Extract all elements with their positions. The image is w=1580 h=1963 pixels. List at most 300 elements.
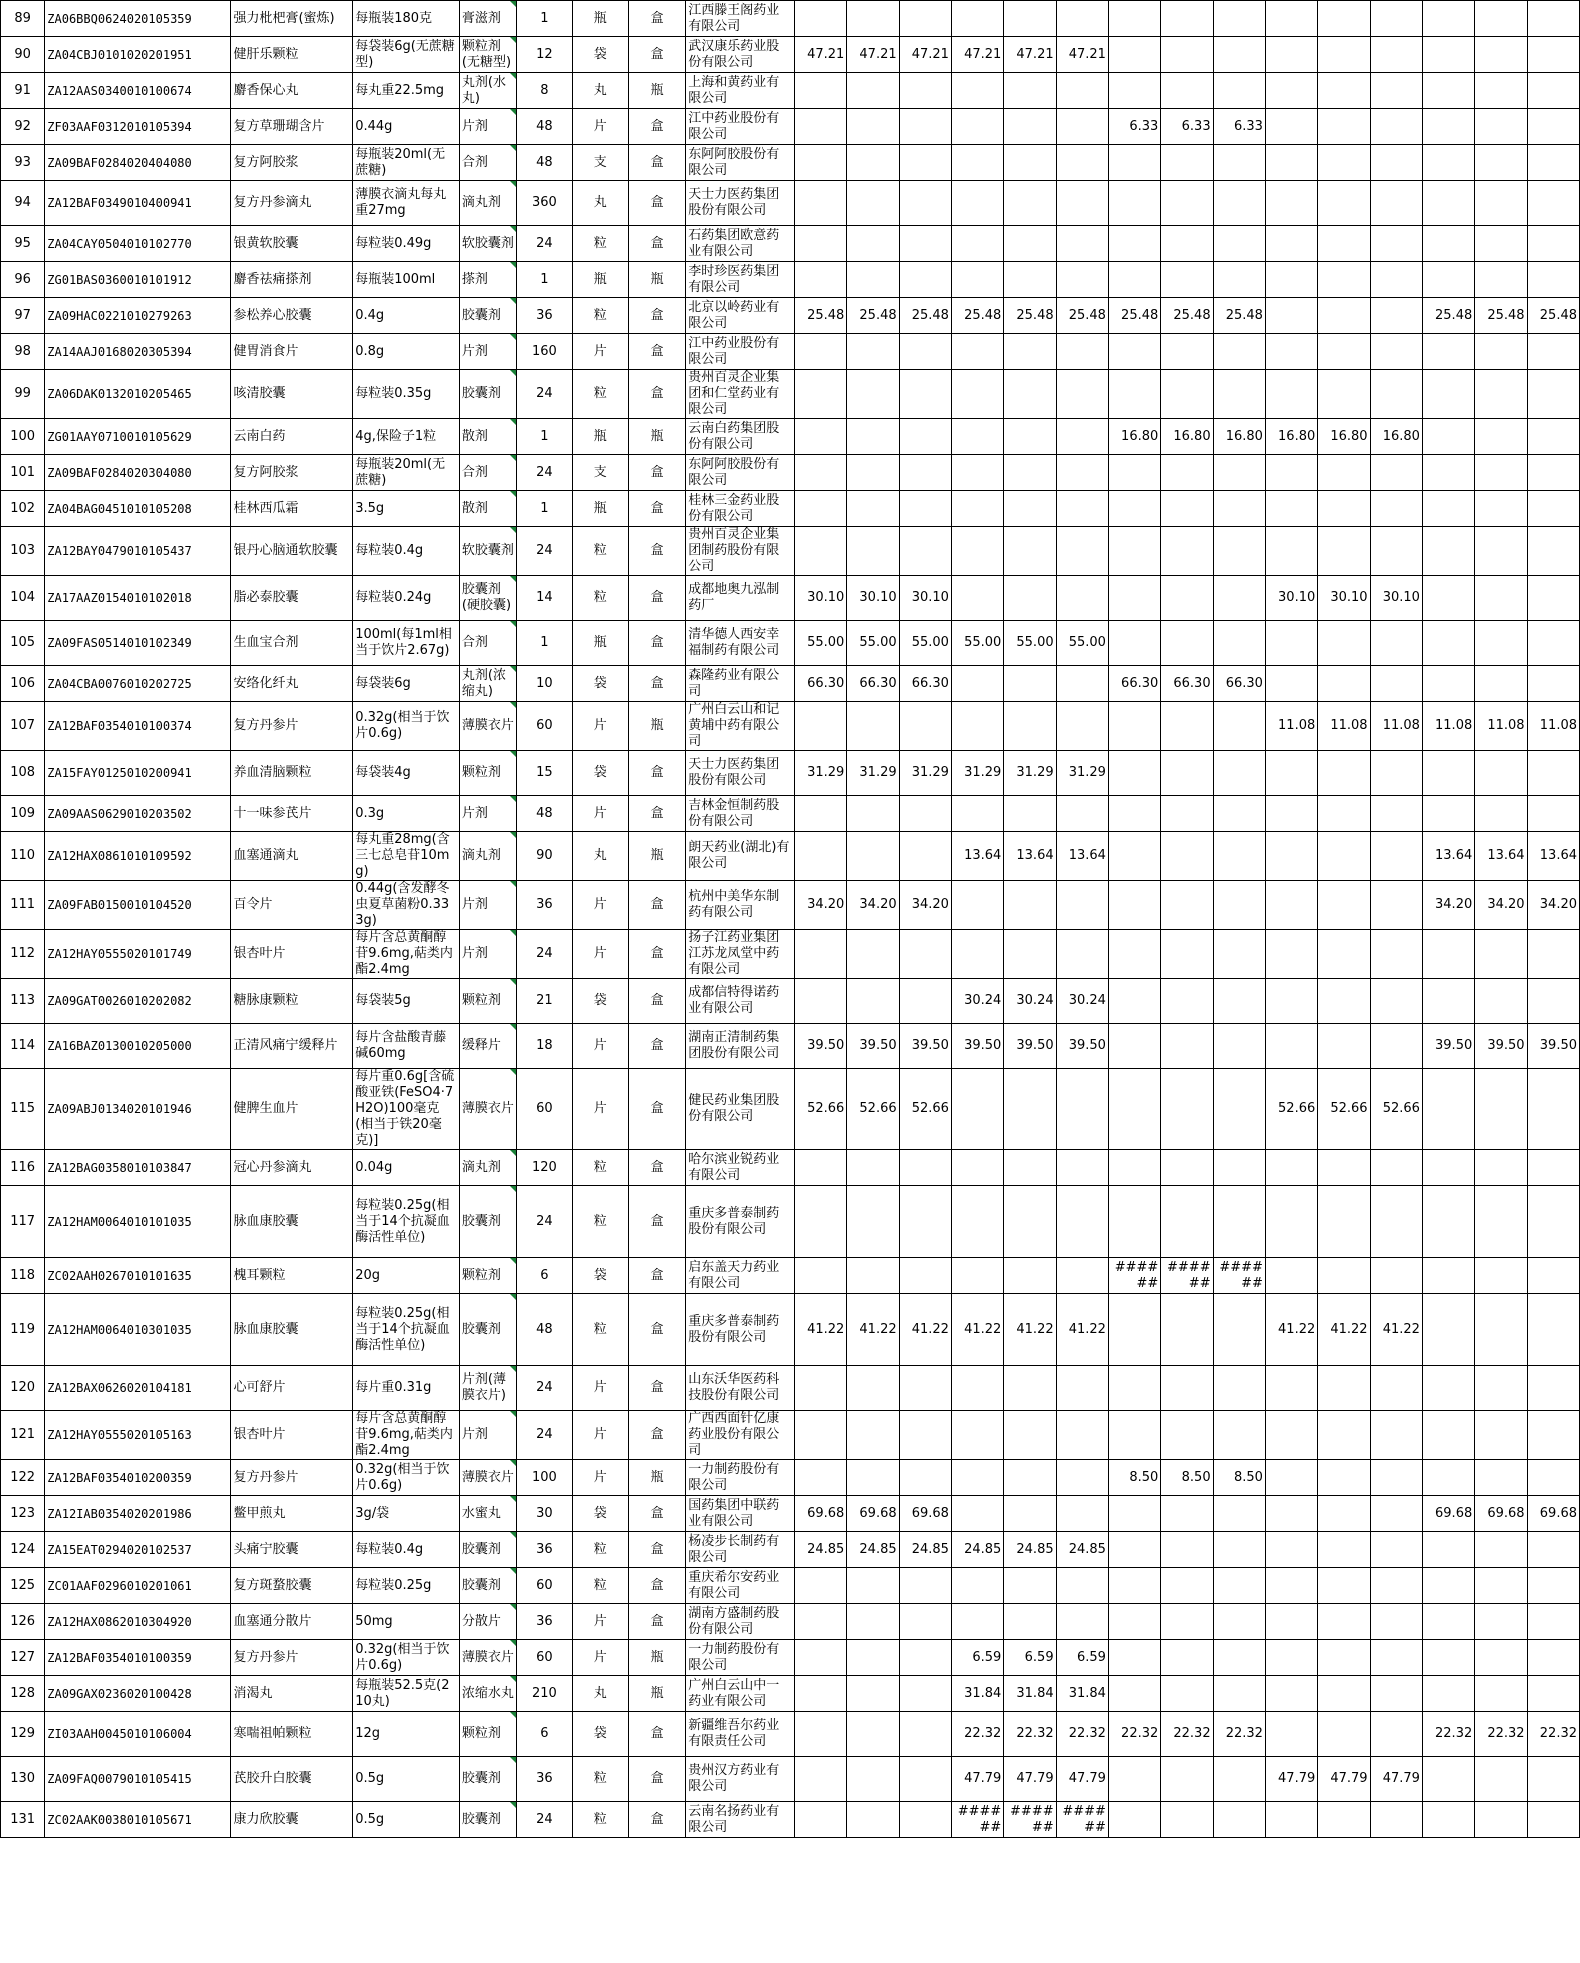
product-code-cell[interactable]: ZA09AAS0629010203502	[45, 796, 231, 832]
package-unit-cell[interactable]: 盒	[628, 1712, 685, 1757]
price-cell[interactable]	[1161, 1024, 1213, 1069]
price-cell[interactable]: 69.68	[1527, 1496, 1579, 1532]
price-cell[interactable]	[1422, 1294, 1474, 1366]
min-unit-cell[interactable]: 粒	[572, 298, 628, 334]
price-cell[interactable]	[1108, 1411, 1160, 1460]
row-number-cell[interactable]: 110	[1, 832, 45, 881]
price-cell[interactable]	[1527, 262, 1579, 298]
price-cell[interactable]	[1108, 621, 1160, 666]
price-cell[interactable]	[951, 930, 1003, 979]
price-cell[interactable]	[1108, 37, 1160, 73]
price-cell[interactable]: 31.29	[951, 751, 1003, 796]
specification-cell[interactable]: 0.04g	[353, 1150, 460, 1186]
drug-name-cell[interactable]: 芪胶升白胶囊	[231, 1757, 353, 1802]
min-unit-cell[interactable]: 粒	[572, 1532, 628, 1568]
price-cell[interactable]	[1475, 181, 1527, 226]
manufacturer-cell[interactable]: 云南名扬药业有限公司	[686, 1802, 795, 1838]
drug-name-cell[interactable]: 脂必泰胶囊	[231, 576, 353, 621]
price-cell[interactable]	[1318, 1604, 1370, 1640]
price-cell[interactable]	[899, 226, 951, 262]
product-code-cell[interactable]: ZA09GAT0026010202082	[45, 979, 231, 1024]
price-cell[interactable]: 41.22	[951, 1294, 1003, 1366]
drug-name-cell[interactable]: 麝香保心丸	[231, 73, 353, 109]
price-cell[interactable]: 47.21	[1004, 37, 1056, 73]
specification-cell[interactable]: 100ml(每1ml相当于饮片2.67g)	[353, 621, 460, 666]
drug-name-cell[interactable]: 心可舒片	[231, 1366, 353, 1411]
price-cell[interactable]	[1213, 930, 1265, 979]
price-cell[interactable]	[1161, 1568, 1213, 1604]
price-cell[interactable]	[899, 527, 951, 576]
manufacturer-cell[interactable]: 北京以岭药业有限公司	[686, 298, 795, 334]
price-cell[interactable]	[1265, 1460, 1317, 1496]
price-cell[interactable]	[1108, 145, 1160, 181]
row-number-cell[interactable]: 111	[1, 881, 45, 930]
min-unit-cell[interactable]: 粒	[572, 576, 628, 621]
package-unit-cell[interactable]: 盒	[628, 109, 685, 145]
price-cell[interactable]	[1527, 73, 1579, 109]
package-unit-cell[interactable]: 盒	[628, 576, 685, 621]
price-cell[interactable]	[1108, 881, 1160, 930]
manufacturer-cell[interactable]: 成都地奥九泓制药厂	[686, 576, 795, 621]
price-cell[interactable]	[1475, 1604, 1527, 1640]
price-cell[interactable]	[1265, 1676, 1317, 1712]
price-cell[interactable]	[1370, 796, 1422, 832]
price-cell[interactable]	[1422, 1757, 1474, 1802]
price-cell[interactable]	[1318, 1712, 1370, 1757]
price-cell[interactable]: 39.50	[847, 1024, 899, 1069]
price-cell[interactable]: 25.48	[1422, 298, 1474, 334]
price-cell[interactable]	[1056, 702, 1108, 751]
price-cell[interactable]	[951, 1186, 1003, 1258]
price-cell[interactable]	[1265, 262, 1317, 298]
price-cell[interactable]: 55.00	[847, 621, 899, 666]
price-cell[interactable]	[1213, 1069, 1265, 1150]
price-cell[interactable]	[1318, 979, 1370, 1024]
price-cell[interactable]	[1161, 930, 1213, 979]
price-cell[interactable]	[1527, 527, 1579, 576]
drug-name-cell[interactable]: 血塞通滴丸	[231, 832, 353, 881]
package-quantity-cell[interactable]: 1	[517, 419, 572, 455]
price-cell[interactable]	[1213, 491, 1265, 527]
manufacturer-cell[interactable]: 扬子江药业集团江苏龙凤堂中药有限公司	[686, 930, 795, 979]
price-cell[interactable]: 30.10	[847, 576, 899, 621]
price-cell[interactable]	[1265, 1532, 1317, 1568]
price-cell[interactable]	[899, 832, 951, 881]
price-cell[interactable]	[1475, 1460, 1527, 1496]
specification-cell[interactable]: 每瓶装52.5克(210丸)	[353, 1676, 460, 1712]
price-cell[interactable]	[1265, 455, 1317, 491]
row-number-cell[interactable]: 126	[1, 1604, 45, 1640]
manufacturer-cell[interactable]: 东阿阿胶股份有限公司	[686, 455, 795, 491]
price-cell[interactable]	[1213, 1676, 1265, 1712]
price-cell[interactable]: 47.21	[847, 37, 899, 73]
dosage-form-cell[interactable]: 软胶囊剂	[459, 226, 516, 262]
price-cell[interactable]	[1213, 527, 1265, 576]
price-cell[interactable]	[1108, 1069, 1160, 1150]
price-cell[interactable]: 24.85	[1004, 1532, 1056, 1568]
price-cell[interactable]	[1370, 1366, 1422, 1411]
min-unit-cell[interactable]: 瓶	[572, 262, 628, 298]
price-cell[interactable]	[951, 1366, 1003, 1411]
price-cell[interactable]	[1265, 1496, 1317, 1532]
package-unit-cell[interactable]: 瓶	[628, 1460, 685, 1496]
package-quantity-cell[interactable]: 24	[517, 527, 572, 576]
price-cell[interactable]	[1527, 1294, 1579, 1366]
price-cell[interactable]	[794, 109, 846, 145]
price-cell[interactable]	[1161, 979, 1213, 1024]
row-number-cell[interactable]: 97	[1, 298, 45, 334]
price-cell[interactable]	[899, 491, 951, 527]
package-unit-cell[interactable]: 瓶	[628, 419, 685, 455]
price-cell[interactable]	[794, 1150, 846, 1186]
product-code-cell[interactable]: ZA06DAK0132010205465	[45, 370, 231, 419]
price-cell[interactable]: 24.85	[899, 1532, 951, 1568]
row-number-cell[interactable]: 117	[1, 1186, 45, 1258]
drug-name-cell[interactable]: 银杏叶片	[231, 1411, 353, 1460]
price-cell[interactable]: 30.10	[1370, 576, 1422, 621]
min-unit-cell[interactable]: 丸	[572, 1676, 628, 1712]
price-cell[interactable]: 69.68	[1475, 1496, 1527, 1532]
dosage-form-cell[interactable]: 胶囊剂	[459, 1568, 516, 1604]
price-cell[interactable]	[1370, 73, 1422, 109]
price-cell[interactable]: 30.10	[1265, 576, 1317, 621]
dosage-form-cell[interactable]: 胶囊剂	[459, 1186, 516, 1258]
price-cell[interactable]	[1108, 181, 1160, 226]
package-unit-cell[interactable]: 盒	[628, 1258, 685, 1294]
price-cell[interactable]	[847, 1802, 899, 1838]
price-cell[interactable]	[1527, 1757, 1579, 1802]
price-cell[interactable]	[1265, 1024, 1317, 1069]
min-unit-cell[interactable]: 片	[572, 1069, 628, 1150]
min-unit-cell[interactable]: 袋	[572, 979, 628, 1024]
price-cell[interactable]	[794, 455, 846, 491]
price-cell[interactable]: 16.80	[1108, 419, 1160, 455]
price-cell[interactable]	[1475, 37, 1527, 73]
price-cell[interactable]	[1265, 796, 1317, 832]
price-cell[interactable]	[1056, 576, 1108, 621]
price-cell[interactable]	[1318, 1150, 1370, 1186]
row-number-cell[interactable]: 89	[1, 1, 45, 37]
price-cell[interactable]	[1370, 334, 1422, 370]
product-code-cell[interactable]: ZA12BAF0354010100374	[45, 702, 231, 751]
price-cell[interactable]	[1161, 751, 1213, 796]
row-number-cell[interactable]: 93	[1, 145, 45, 181]
price-cell[interactable]	[1213, 1294, 1265, 1366]
package-unit-cell[interactable]: 盒	[628, 491, 685, 527]
row-number-cell[interactable]: 104	[1, 576, 45, 621]
specification-cell[interactable]: 3g/袋	[353, 1496, 460, 1532]
price-cell[interactable]	[1318, 1366, 1370, 1411]
specification-cell[interactable]: 每丸重22.5mg	[353, 73, 460, 109]
min-unit-cell[interactable]: 粒	[572, 527, 628, 576]
min-unit-cell[interactable]: 粒	[572, 1150, 628, 1186]
price-cell[interactable]	[1318, 1802, 1370, 1838]
price-cell[interactable]	[1527, 1604, 1579, 1640]
package-unit-cell[interactable]: 盒	[628, 751, 685, 796]
price-cell[interactable]	[1056, 796, 1108, 832]
min-unit-cell[interactable]: 粒	[572, 226, 628, 262]
specification-cell[interactable]: 每粒装0.35g	[353, 370, 460, 419]
row-number-cell[interactable]: 101	[1, 455, 45, 491]
price-cell[interactable]	[1527, 1411, 1579, 1460]
price-cell[interactable]: 69.68	[794, 1496, 846, 1532]
price-cell[interactable]: 66.30	[899, 666, 951, 702]
price-cell[interactable]	[1370, 1568, 1422, 1604]
row-number-cell[interactable]: 119	[1, 1294, 45, 1366]
price-cell[interactable]	[1370, 1496, 1422, 1532]
price-cell[interactable]	[951, 419, 1003, 455]
price-cell[interactable]	[847, 145, 899, 181]
price-cell[interactable]	[1108, 491, 1160, 527]
package-unit-cell[interactable]: 瓶	[628, 702, 685, 751]
min-unit-cell[interactable]: 袋	[572, 751, 628, 796]
price-cell[interactable]: 39.50	[951, 1024, 1003, 1069]
price-cell[interactable]	[1527, 1258, 1579, 1294]
specification-cell[interactable]: 每袋装4g	[353, 751, 460, 796]
price-cell[interactable]: 24.85	[794, 1532, 846, 1568]
price-cell[interactable]	[1422, 491, 1474, 527]
price-cell[interactable]	[1318, 455, 1370, 491]
price-cell[interactable]	[1265, 666, 1317, 702]
price-cell[interactable]	[1370, 1604, 1422, 1640]
price-cell[interactable]	[951, 1069, 1003, 1150]
price-cell[interactable]	[1527, 491, 1579, 527]
min-unit-cell[interactable]: 片	[572, 334, 628, 370]
price-cell[interactable]	[1318, 334, 1370, 370]
min-unit-cell[interactable]: 片	[572, 702, 628, 751]
manufacturer-cell[interactable]: 一力制药股份有限公司	[686, 1640, 795, 1676]
manufacturer-cell[interactable]: 重庆多普泰制药股份有限公司	[686, 1186, 795, 1258]
price-cell[interactable]: 47.79	[951, 1757, 1003, 1802]
price-cell[interactable]	[1422, 73, 1474, 109]
price-cell[interactable]	[1213, 576, 1265, 621]
price-cell[interactable]	[847, 796, 899, 832]
specification-cell[interactable]: 0.8g	[353, 334, 460, 370]
row-number-cell[interactable]: 112	[1, 930, 45, 979]
price-cell[interactable]: 11.08	[1370, 702, 1422, 751]
package-unit-cell[interactable]: 盒	[628, 1802, 685, 1838]
price-cell[interactable]	[1475, 1568, 1527, 1604]
price-cell[interactable]: 52.66	[1370, 1069, 1422, 1150]
price-cell[interactable]	[1213, 1411, 1265, 1460]
manufacturer-cell[interactable]: 天士力医药集团股份有限公司	[686, 751, 795, 796]
min-unit-cell[interactable]: 粒	[572, 1568, 628, 1604]
price-cell[interactable]	[1475, 796, 1527, 832]
price-cell[interactable]	[847, 1, 899, 37]
manufacturer-cell[interactable]: 贵州汉方药业有限公司	[686, 1757, 795, 1802]
product-code-cell[interactable]: ZA12HAX0862010304920	[45, 1604, 231, 1640]
price-cell[interactable]: 6.59	[951, 1640, 1003, 1676]
price-cell[interactable]: 16.80	[1161, 419, 1213, 455]
price-cell[interactable]	[1004, 1069, 1056, 1150]
price-cell[interactable]	[1265, 37, 1317, 73]
price-cell[interactable]	[1161, 1604, 1213, 1640]
price-cell[interactable]	[1213, 1496, 1265, 1532]
price-cell[interactable]: 39.50	[794, 1024, 846, 1069]
price-cell[interactable]	[1056, 1258, 1108, 1294]
package-unit-cell[interactable]: 盒	[628, 1186, 685, 1258]
price-cell[interactable]	[1004, 527, 1056, 576]
manufacturer-cell[interactable]: 广州白云山和记黄埔中药有限公司	[686, 702, 795, 751]
manufacturer-cell[interactable]: 重庆希尔安药业有限公司	[686, 1568, 795, 1604]
package-quantity-cell[interactable]: 60	[517, 1568, 572, 1604]
price-cell[interactable]	[794, 226, 846, 262]
price-cell[interactable]	[1004, 1, 1056, 37]
specification-cell[interactable]: 每瓶装180克	[353, 1, 460, 37]
price-cell[interactable]	[1370, 262, 1422, 298]
price-cell[interactable]	[1527, 455, 1579, 491]
price-cell[interactable]	[1475, 455, 1527, 491]
price-cell[interactable]: 47.79	[1004, 1757, 1056, 1802]
price-cell[interactable]	[1370, 832, 1422, 881]
product-code-cell[interactable]: ZA09BAF0284020404080	[45, 145, 231, 181]
price-cell[interactable]	[1213, 796, 1265, 832]
price-cell[interactable]	[1422, 527, 1474, 576]
price-cell[interactable]	[951, 881, 1003, 930]
price-cell[interactable]	[1475, 1676, 1527, 1712]
price-cell[interactable]	[1475, 751, 1527, 796]
price-cell[interactable]	[794, 73, 846, 109]
price-cell[interactable]	[794, 527, 846, 576]
price-cell[interactable]	[794, 491, 846, 527]
price-cell[interactable]	[1422, 419, 1474, 455]
price-cell[interactable]: 39.50	[899, 1024, 951, 1069]
price-cell[interactable]	[1213, 1757, 1265, 1802]
price-cell[interactable]: 13.64	[1475, 832, 1527, 881]
price-cell[interactable]	[847, 1150, 899, 1186]
price-cell[interactable]	[1265, 334, 1317, 370]
price-cell[interactable]	[847, 1676, 899, 1712]
price-cell[interactable]: 22.32	[1213, 1712, 1265, 1757]
price-cell[interactable]: 8.50	[1108, 1460, 1160, 1496]
price-cell[interactable]	[1056, 109, 1108, 145]
price-cell[interactable]	[794, 930, 846, 979]
price-cell[interactable]	[1370, 751, 1422, 796]
dosage-form-cell[interactable]: 合剂	[459, 455, 516, 491]
price-cell[interactable]: 55.00	[794, 621, 846, 666]
row-number-cell[interactable]: 91	[1, 73, 45, 109]
price-cell[interactable]	[1161, 576, 1213, 621]
specification-cell[interactable]: 每粒装0.25g	[353, 1568, 460, 1604]
price-cell[interactable]	[1161, 262, 1213, 298]
package-quantity-cell[interactable]: 48	[517, 1294, 572, 1366]
price-cell[interactable]	[1161, 1294, 1213, 1366]
dosage-form-cell[interactable]: 颗粒剂	[459, 751, 516, 796]
price-cell[interactable]: 6.33	[1108, 109, 1160, 145]
manufacturer-cell[interactable]: 朗天药业(湖北)有限公司	[686, 832, 795, 881]
price-cell[interactable]: 47.21	[1056, 37, 1108, 73]
price-cell[interactable]: 30.10	[899, 576, 951, 621]
price-cell[interactable]	[1213, 1604, 1265, 1640]
manufacturer-cell[interactable]: 杨凌步长制药有限公司	[686, 1532, 795, 1568]
drug-name-cell[interactable]: 复方斑蝥胶囊	[231, 1568, 353, 1604]
price-cell[interactable]	[1004, 1150, 1056, 1186]
dosage-form-cell[interactable]: 丸剂(浓缩丸)	[459, 666, 516, 702]
price-cell[interactable]	[1056, 1411, 1108, 1460]
min-unit-cell[interactable]: 片	[572, 881, 628, 930]
price-cell[interactable]	[847, 527, 899, 576]
specification-cell[interactable]: 每粒装0.4g	[353, 1532, 460, 1568]
price-cell[interactable]	[1108, 1024, 1160, 1069]
price-cell[interactable]	[1108, 370, 1160, 419]
price-cell[interactable]	[1213, 1, 1265, 37]
min-unit-cell[interactable]: 粒	[572, 1802, 628, 1838]
package-unit-cell[interactable]: 盒	[628, 666, 685, 702]
product-code-cell[interactable]: ZA04CBJ0101020201951	[45, 37, 231, 73]
price-cell[interactable]	[1318, 796, 1370, 832]
package-unit-cell[interactable]: 盒	[628, 621, 685, 666]
price-cell[interactable]	[1161, 1069, 1213, 1150]
package-unit-cell[interactable]: 盒	[628, 1366, 685, 1411]
price-cell[interactable]: 31.29	[1004, 751, 1056, 796]
price-cell[interactable]	[1108, 262, 1160, 298]
price-cell[interactable]	[1056, 1150, 1108, 1186]
price-cell[interactable]: 66.30	[847, 666, 899, 702]
price-cell[interactable]	[1527, 1532, 1579, 1568]
price-cell[interactable]: 22.32	[1422, 1712, 1474, 1757]
dosage-form-cell[interactable]: 片剂	[459, 930, 516, 979]
price-cell[interactable]	[1527, 1640, 1579, 1676]
price-cell[interactable]	[1056, 262, 1108, 298]
price-cell[interactable]	[1370, 1640, 1422, 1676]
price-cell[interactable]	[951, 666, 1003, 702]
dosage-form-cell[interactable]: 片剂	[459, 881, 516, 930]
dosage-form-cell[interactable]: 薄膜衣片	[459, 1069, 516, 1150]
price-cell[interactable]: 52.66	[794, 1069, 846, 1150]
price-cell[interactable]: 22.32	[1004, 1712, 1056, 1757]
dosage-form-cell[interactable]: 缓释片	[459, 1024, 516, 1069]
product-code-cell[interactable]: ZA09FAQ0079010105415	[45, 1757, 231, 1802]
package-unit-cell[interactable]: 盒	[628, 1024, 685, 1069]
price-cell[interactable]	[1265, 1366, 1317, 1411]
price-cell[interactable]	[1213, 1532, 1265, 1568]
price-cell[interactable]: 25.48	[1527, 298, 1579, 334]
min-unit-cell[interactable]: 粒	[572, 1294, 628, 1366]
price-cell[interactable]	[1161, 702, 1213, 751]
manufacturer-cell[interactable]: 湖南方盛制药股份有限公司	[686, 1604, 795, 1640]
manufacturer-cell[interactable]: 江中药业股份有限公司	[686, 334, 795, 370]
price-cell[interactable]	[1475, 1757, 1527, 1802]
product-code-cell[interactable]: ZA09FAS0514010102349	[45, 621, 231, 666]
price-cell[interactable]	[951, 73, 1003, 109]
price-cell[interactable]	[847, 930, 899, 979]
price-cell[interactable]	[1213, 751, 1265, 796]
price-cell[interactable]	[794, 145, 846, 181]
price-cell[interactable]	[899, 262, 951, 298]
price-cell[interactable]	[1108, 1, 1160, 37]
price-cell[interactable]	[1265, 527, 1317, 576]
price-cell[interactable]	[1213, 37, 1265, 73]
row-number-cell[interactable]: 116	[1, 1150, 45, 1186]
specification-cell[interactable]: 每瓶装20ml(无蔗糖)	[353, 145, 460, 181]
price-cell[interactable]: 39.50	[1056, 1024, 1108, 1069]
dosage-form-cell[interactable]: 滴丸剂	[459, 1150, 516, 1186]
price-cell[interactable]	[1056, 881, 1108, 930]
price-cell[interactable]: ######	[951, 1802, 1003, 1838]
price-cell[interactable]	[1422, 370, 1474, 419]
price-cell[interactable]	[1056, 226, 1108, 262]
price-cell[interactable]	[1318, 491, 1370, 527]
price-cell[interactable]	[1318, 527, 1370, 576]
price-cell[interactable]	[1370, 621, 1422, 666]
price-cell[interactable]	[899, 370, 951, 419]
price-cell[interactable]: 47.79	[1265, 1757, 1317, 1802]
price-cell[interactable]: 34.20	[1527, 881, 1579, 930]
price-cell[interactable]: 47.79	[1370, 1757, 1422, 1802]
product-code-cell[interactable]: ZI03AAH0045010106004	[45, 1712, 231, 1757]
drug-name-cell[interactable]: 咳清胶囊	[231, 370, 353, 419]
specification-cell[interactable]: 0.3g	[353, 796, 460, 832]
